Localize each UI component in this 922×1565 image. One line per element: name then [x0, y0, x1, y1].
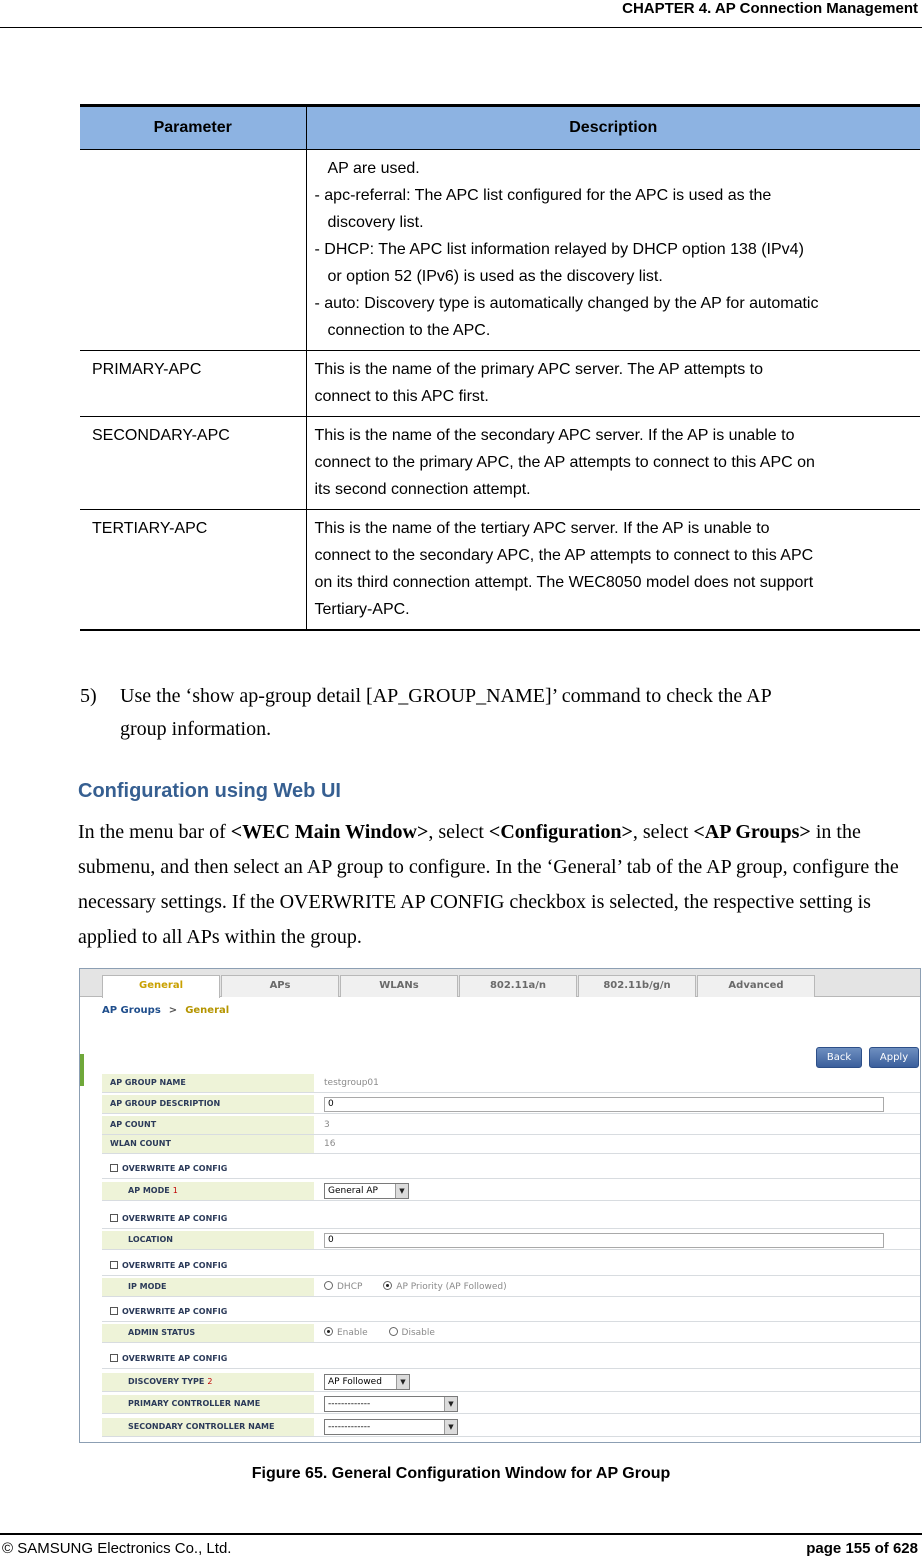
desc-line: connect to the secondary APC, the AP attempts to connect to this APC: [314, 547, 814, 564]
description-cell: [306, 417, 920, 510]
parameter-cell: PRIMARY-APC: [80, 351, 306, 417]
description-cell: [306, 351, 920, 417]
overwrite-label: [102, 1160, 314, 1178]
tab-wlans[interactable]: WLANs: [340, 975, 458, 997]
overwrite-checkbox[interactable]: [110, 1354, 118, 1362]
parameter-cell: TERTIARY-APC: [80, 510, 306, 631]
desc-line: - apc-referral: The APC list configured for the APC is used as the: [314, 187, 772, 204]
ap-group-name-row: [102, 1074, 920, 1093]
admin-status-enable[interactable]: [324, 1328, 368, 1338]
wlan-count-value: 16: [314, 1135, 920, 1153]
para-text: , select: [632, 821, 694, 843]
overwrite-ap-config-row: [102, 1210, 920, 1229]
ap-count-label: AP COUNT: [102, 1116, 314, 1134]
breadcrumb-current: General: [185, 1005, 230, 1016]
ap-count-value: 3: [314, 1116, 920, 1134]
radio-label: Enable: [337, 1328, 368, 1338]
location-label: LOCATION: [102, 1231, 314, 1249]
overwrite-ap-config-row: [102, 1350, 920, 1369]
para-text: in the submenu, and then select an AP group to configure. In the ‘General’ tab of the AP group, configure the necessary settings. If the OVERWRITE AP CONFIG checkbox is selected, the respective setting is applied to all APs within the group.: [78, 821, 899, 948]
secondary-controller-label: SECONDARY CONTROLLER NAME: [102, 1418, 314, 1436]
desc-line: connect to this APC first.: [314, 388, 489, 405]
apply-button[interactable]: Apply: [869, 1047, 919, 1068]
secondary-controller-cell: [314, 1418, 920, 1436]
step-line: Use the ‘show ap-group detail [AP_GROUP_NAME]’ command to check the AP: [120, 685, 772, 707]
overwrite-checkbox[interactable]: [110, 1261, 118, 1269]
desc-line: This is the name of the secondary APC server. If the AP is unable to: [314, 427, 795, 444]
desc-line: - DHCP: The APC list information relayed by DHCP option 138 (IPv4): [314, 241, 804, 258]
overwrite-text: OVERWRITE AP CONFIG: [122, 1214, 228, 1223]
chevron-down-icon: ▼: [396, 1375, 409, 1389]
overwrite-text: OVERWRITE AP CONFIG: [122, 1164, 228, 1173]
table-header-row: [80, 106, 920, 150]
discovery-type-row: [102, 1373, 920, 1392]
ap-mode-select[interactable]: [324, 1183, 409, 1199]
primary-controller-row: [102, 1395, 920, 1414]
radio-selected-icon: [383, 1281, 392, 1290]
header-rule: [0, 27, 922, 28]
admin-status-row: [102, 1324, 920, 1343]
tab-aps[interactable]: APs: [221, 975, 339, 997]
desc-line: its second connection attempt.: [314, 481, 531, 498]
overwrite-label: [102, 1210, 314, 1228]
primary-controller-cell: [314, 1395, 920, 1413]
ap-mode-selected: General AP: [328, 1186, 378, 1196]
ap-group-description-label: AP GROUP DESCRIPTION: [102, 1095, 314, 1113]
footer-page-number: page 155 of 628: [806, 1540, 918, 1557]
overwrite-ap-config-row: [102, 1160, 920, 1179]
ip-mode-row: [102, 1278, 920, 1297]
overwrite-ap-config-row: [102, 1257, 920, 1276]
chapter-header: CHAPTER 4. AP Connection Management: [622, 0, 918, 17]
overwrite-empty: [314, 1257, 920, 1275]
overwrite-empty: [314, 1210, 920, 1228]
ip-mode-label: IP MODE: [102, 1278, 314, 1296]
radio-icon: [324, 1281, 333, 1290]
ip-mode-dhcp[interactable]: [324, 1282, 362, 1292]
overwrite-empty: [314, 1160, 920, 1178]
tab-802-11bgn[interactable]: 802.11b/g/n: [578, 975, 696, 997]
para-text: In the menu bar of: [78, 821, 231, 843]
desc-line: - auto: Discovery type is automatically changed by the AP for automatic: [314, 295, 819, 312]
overwrite-checkbox[interactable]: [110, 1214, 118, 1222]
wlan-count-label: WLAN COUNT: [102, 1135, 314, 1153]
discovery-type-label: [102, 1373, 314, 1391]
overwrite-empty: [314, 1350, 920, 1368]
location-input[interactable]: 0: [324, 1233, 884, 1248]
discovery-type-cell: [314, 1373, 920, 1391]
location-row: [102, 1231, 920, 1250]
description-column-header: Description: [306, 106, 920, 150]
ap-mode-text: AP MODE: [128, 1186, 170, 1195]
overwrite-text: OVERWRITE AP CONFIG: [122, 1307, 228, 1316]
back-button[interactable]: Back: [816, 1047, 862, 1068]
overwrite-text: OVERWRITE AP CONFIG: [122, 1261, 228, 1270]
admin-status-disable[interactable]: [389, 1328, 435, 1338]
description-cell: [306, 150, 920, 351]
section-heading: Configuration using Web UI: [78, 780, 341, 802]
ap-group-name-label: AP GROUP NAME: [102, 1074, 314, 1092]
side-accent: [80, 1054, 84, 1086]
step-number: 5): [80, 685, 97, 707]
overwrite-ap-config-row: [102, 1303, 920, 1322]
desc-line: This is the name of the tertiary APC server. If the AP is unable to: [314, 520, 770, 537]
footnote-marker: 2: [207, 1377, 213, 1386]
ip-mode-options: [314, 1278, 920, 1296]
ap-mode-label: [102, 1182, 314, 1200]
radio-label: Disable: [401, 1328, 435, 1338]
figure-caption: Figure 65. General Configuration Window for AP Group: [251, 1465, 671, 1482]
overwrite-text: OVERWRITE AP CONFIG: [122, 1354, 228, 1363]
desc-line: or option 52 (IPv6) is used as the discovery list.: [327, 268, 663, 285]
tab-advanced[interactable]: Advanced: [697, 975, 815, 997]
step-line: group information.: [120, 718, 272, 740]
secondary-controller-selected: -------------: [328, 1422, 371, 1432]
chevron-down-icon: ▼: [395, 1184, 408, 1198]
ap-mode-cell: [314, 1182, 920, 1200]
desc-line: connect to the primary APC, the AP attempts to connect to this APC on: [314, 454, 815, 471]
ap-group-description-cell: [314, 1095, 920, 1113]
section-paragraph: [78, 815, 920, 955]
parameter-cell: [80, 150, 306, 351]
wlan-count-row: [102, 1135, 920, 1154]
step-text: [80, 680, 900, 746]
desc-line: Tertiary-APC.: [314, 601, 410, 618]
table-row: [80, 417, 920, 510]
para-bold: <AP Groups>: [693, 821, 811, 843]
description-cell: [306, 510, 920, 631]
chevron-down-icon: ▼: [444, 1397, 457, 1411]
location-cell: [314, 1231, 920, 1249]
tab-general[interactable]: General: [102, 975, 220, 998]
secondary-controller-row: [102, 1418, 920, 1437]
para-text: , select: [428, 821, 489, 843]
desc-line: This is the name of the primary APC server. The AP attempts to: [314, 361, 763, 378]
admin-status-label: ADMIN STATUS: [102, 1324, 314, 1342]
parameter-column-header: Parameter: [80, 106, 306, 150]
overwrite-label: [102, 1350, 314, 1368]
overwrite-checkbox[interactable]: [110, 1307, 118, 1315]
ip-mode-ap-priority[interactable]: [383, 1282, 506, 1292]
breadcrumb: [102, 1005, 229, 1016]
discovery-type-select[interactable]: [324, 1374, 410, 1390]
overwrite-empty: [314, 1303, 920, 1321]
desc-line: connection to the APC.: [327, 322, 491, 339]
parameter-table: [80, 104, 920, 631]
footnote-marker: 1: [172, 1186, 178, 1195]
tab-bar: [80, 969, 920, 997]
desc-line: on its third connection attempt. The WEC8050 model does not support: [314, 574, 814, 591]
overwrite-label: [102, 1257, 314, 1275]
parameter-cell: SECONDARY-APC: [80, 417, 306, 510]
desc-line: discovery list.: [327, 214, 424, 231]
discovery-type-selected: AP Followed: [328, 1377, 382, 1387]
secondary-controller-select[interactable]: [324, 1419, 458, 1435]
ap-mode-row: [102, 1182, 920, 1201]
ap-group-description-input[interactable]: 0: [324, 1097, 884, 1112]
discovery-type-text: DISCOVERY TYPE: [128, 1377, 205, 1386]
breadcrumb-separator: >: [168, 1005, 178, 1016]
overwrite-checkbox[interactable]: [110, 1164, 118, 1172]
radio-icon: [389, 1327, 398, 1336]
footer-copyright: © SAMSUNG Electronics Co., Ltd.: [2, 1540, 232, 1557]
para-bold: <Configuration>: [488, 821, 633, 843]
primary-controller-select[interactable]: [324, 1396, 458, 1412]
table-row: [80, 510, 920, 631]
primary-controller-label: PRIMARY CONTROLLER NAME: [102, 1395, 314, 1413]
ap-group-description-row: [102, 1095, 920, 1114]
desc-line: AP are used.: [327, 160, 420, 177]
admin-status-options: [314, 1324, 920, 1342]
table-row: [80, 150, 920, 351]
step-5: [80, 680, 900, 746]
chevron-down-icon: ▼: [444, 1420, 457, 1434]
tab-802-11an[interactable]: 802.11a/n: [459, 975, 577, 997]
radio-selected-icon: [324, 1327, 333, 1336]
primary-controller-selected: -------------: [328, 1399, 371, 1409]
ap-count-row: [102, 1116, 920, 1135]
para-bold: <WEC Main Window>: [230, 821, 429, 843]
ap-group-name-value: testgroup01: [314, 1074, 920, 1092]
ap-group-config-screenshot: [79, 968, 921, 1443]
radio-label: DHCP: [337, 1282, 363, 1292]
breadcrumb-root[interactable]: AP Groups: [102, 1005, 161, 1016]
table-row: [80, 351, 920, 417]
radio-label: AP Priority (AP Followed): [396, 1282, 507, 1292]
overwrite-label: [102, 1303, 314, 1321]
footer-rule: [0, 1533, 922, 1535]
